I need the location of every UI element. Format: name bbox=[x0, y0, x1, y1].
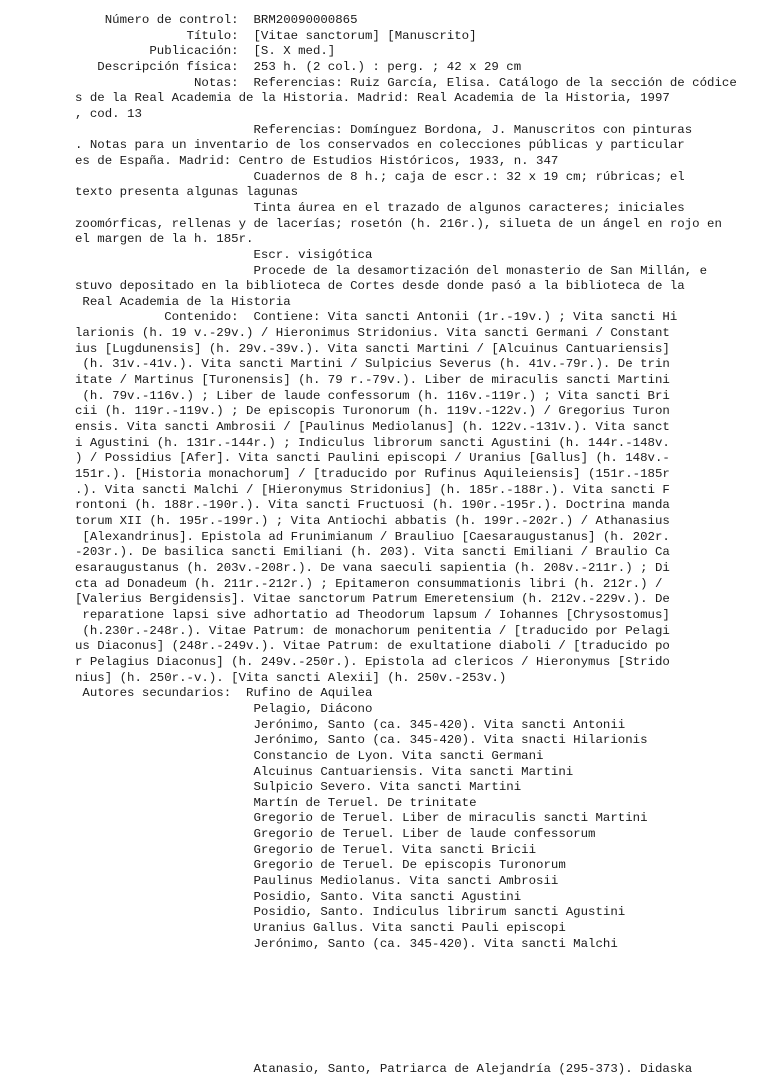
record-line: . Notas para un inventario de los conservados en colecciones públicas y particular bbox=[75, 138, 685, 153]
record-line: larionis (h. 19 v.-29v.) / Hieronimus Stridonius. Vita sancti Germani / Constant bbox=[75, 326, 670, 341]
record-line: s de la Real Academia de la Historia. Madrid: Real Academia de la Historia, 1997 bbox=[75, 91, 670, 106]
record-line: [Alexandrinus]. Epistola ad Frunimianum / Brauliuo [Caesaraugustanus] (h. 202r. bbox=[75, 529, 670, 544]
record-line: Real Academia de la Historia bbox=[75, 294, 291, 309]
record-line: Cuadernos de 8 h.; caja de escr.: 32 x 19 cm; rúbricas; el bbox=[75, 169, 685, 184]
record-line bbox=[75, 968, 737, 984]
record-line: ius [Lugdunensis] (h. 29v.-39v.). Vita sancti Martini / [Alcuinus Cantuariensis] bbox=[75, 341, 670, 356]
record-line: zoomórficas, rellenas y de lacerías; rosetón (h. 216r.), silueta de un ángel en rojo en bbox=[75, 216, 722, 231]
record-line: nius] (h. 250r.-v.). [Vita sancti Alexii] (h. 250v.-253v.) bbox=[75, 670, 507, 685]
catalog-record bbox=[75, 13, 737, 1078]
record-line: Atanasio, Santo, Patriarca de Alejandría (295-373). Didaska bbox=[75, 1061, 693, 1076]
record-line: Procede de la desamortización del monasterio de San Millán, e bbox=[75, 263, 708, 278]
record-line: Publicación: [S. X med.] bbox=[75, 44, 336, 59]
record-line: Jerónimo, Santo (ca. 345-420). Vita snacti Hilarionis bbox=[75, 733, 648, 748]
record-line: Gregorio de Teruel. Vita sancti Bricii bbox=[75, 842, 537, 857]
record-line: .). Vita sancti Malchi / [Hieronymus Stridonius] (h. 185r.-188r.). Vita sancti F bbox=[75, 482, 670, 497]
record-line: r Pelagius Diaconus] (h. 249v.-250r.). Epistola ad clericos / Hieronymus [Strido bbox=[75, 654, 670, 669]
record-line: el margen de la h. 185r. bbox=[75, 232, 254, 247]
record-line: i Agustini (h. 131r.-144r.) ; Indiculus librorum sancti Agustini (h. 144r.-148v. bbox=[75, 435, 670, 450]
record-line: torum XII (h. 195r.-199r.) ; Vita Antiochi abbatis (h. 199r.-202r.) / Athanasius bbox=[75, 514, 670, 528]
record-line: Autores secundarios: Rufino de Aquilea bbox=[75, 686, 373, 701]
record-line: Paulinus Mediolanus. Vita sancti Ambrosii bbox=[75, 874, 559, 889]
record-line: Alcuinus Cantuariensis. Vita sancti Martini bbox=[75, 764, 574, 779]
record-line: us Diaconus] (248r.-249v.). Vitae Patrum: de exultatione diaboli / [traducido po bbox=[75, 639, 670, 654]
record-line: Martín de Teruel. De trinitate bbox=[75, 795, 477, 810]
record-line bbox=[75, 952, 737, 968]
record-line: cii (h. 119r.-119v.) ; De episcopis Turonorum (h. 119v.-122v.) / Gregorius Turon bbox=[75, 404, 670, 419]
record-line: (h. 31v.-41v.). Vita sancti Martini / Sulpicius Severus (h. 41v.-79r.). De trin bbox=[75, 357, 670, 372]
record-line: es de España. Madrid: Centro de Estudios Históricos, 1933, n. 347 bbox=[75, 153, 559, 168]
record-line: Notas: Referencias: Ruiz García, Elisa. Catálogo de la sección de códice bbox=[75, 75, 737, 90]
record-line: Descripción física: 253 h. (2 col.) : perg. ; 42 x 29 cm bbox=[75, 59, 522, 74]
record-line: cta ad Donadeum (h. 211r.-212r.) ; Epitameron consummationis libri (h. 212r.) / bbox=[75, 576, 663, 591]
record-line: , cod. 13 bbox=[75, 106, 142, 121]
record-line: Gregorio de Teruel. Liber de laude confessorum bbox=[75, 827, 596, 842]
record-line: ) / Possidius [Afer]. Vita sancti Paulini episcopi / Uranius [Gallus] (h. 148v.- bbox=[75, 451, 670, 466]
record-line: itate / Martinus [Turonensis] (h. 79 r.-79v.). Liber de miraculis sancti Martini bbox=[75, 373, 670, 388]
record-line: [Valerius Bergidensis]. Vitae sanctorum Patrum Emeretensium (h. 212v.-229v.). De bbox=[75, 592, 670, 607]
record-line: (h. 79v.-116v.) ; Liber de laude confessorum (h. 116v.-119r.) ; Vita sancti Bri bbox=[75, 388, 670, 403]
record-line: Sulpicio Severo. Vita sancti Martini bbox=[75, 780, 522, 795]
record-line: ensis. Vita sancti Ambrosii / [Paulinus Mediolanus] (h. 122v.-131v.). Vita sanct bbox=[75, 420, 670, 435]
record-line: Referencias: Domínguez Bordona, J. Manuscritos con pinturas bbox=[75, 122, 693, 137]
record-line: esaraugustanus (h. 203v.-208r.). De vana saeculi sapientia (h. 208v.-211r.) ; Di bbox=[75, 560, 670, 575]
record-line: Uranius Gallus. Vita sancti Pauli episcopi bbox=[75, 921, 566, 936]
record-line: Jerónimo, Santo (ca. 345-420). Vita sancti Malchi bbox=[75, 936, 618, 951]
record-line: Constancio de Lyon. Vita sancti Germani bbox=[75, 748, 544, 763]
record-line bbox=[75, 1031, 737, 1047]
record-line: Jerónimo, Santo (ca. 345-420). Vita sancti Antonii bbox=[75, 717, 626, 732]
record-line: Tinta áurea en el trazado de algunos caracteres; iniciales bbox=[75, 200, 685, 215]
record-line: Título: [Vitae sanctorum] [Manuscrito] bbox=[75, 28, 477, 43]
record-line: Posidio, Santo. Indiculus librirum sancti Agustini bbox=[75, 905, 626, 920]
record-line: rontoni (h. 188r.-190r.). Vita sancti Fructuosi (h. 190r.-195r.). Doctrina manda bbox=[75, 498, 670, 513]
record-line: reparatione lapsi sive adhortatio ad Theodorum lapsum / Iohannes [Chrysostomus] bbox=[75, 607, 670, 622]
record-line: Contenido: Contiene: Vita sancti Antonii (1r.-19v.) ; Vita sancti Hi bbox=[75, 310, 678, 325]
record-line: -203r.). De basilica sancti Emiliani (h. 203). Vita sancti Emiliani / Braulio Ca bbox=[75, 545, 670, 560]
record-line: (h.230r.-248r.). Vitae Patrum: de monachorum penitentia / [traducido por Pelagi bbox=[75, 623, 670, 638]
record-line: Gregorio de Teruel. Liber de miraculis sancti Martini bbox=[75, 811, 648, 826]
record-line: 151r.). [Historia monachorum] / [traducido por Rufinus Aquileiensis] (151r.-185r bbox=[75, 467, 670, 482]
record-line bbox=[75, 1015, 737, 1031]
record-line: Número de control: BRM20090000865 bbox=[75, 13, 358, 27]
record-line: stuvo depositado en la biblioteca de Cortes desde donde pasó a la biblioteca de la bbox=[75, 279, 685, 294]
record-line: texto presenta algunas lagunas bbox=[75, 185, 299, 200]
record-line bbox=[75, 1046, 737, 1062]
record-line: Gregorio de Teruel. De episcopis Turonorum bbox=[75, 858, 566, 873]
record-line: Pelagio, Diácono bbox=[75, 701, 373, 716]
record-line bbox=[75, 999, 737, 1015]
record-line: Posidio, Santo. Vita sancti Agustini bbox=[75, 889, 522, 904]
record-line: Escr. visigótica bbox=[75, 247, 373, 262]
record-line bbox=[75, 984, 737, 1000]
